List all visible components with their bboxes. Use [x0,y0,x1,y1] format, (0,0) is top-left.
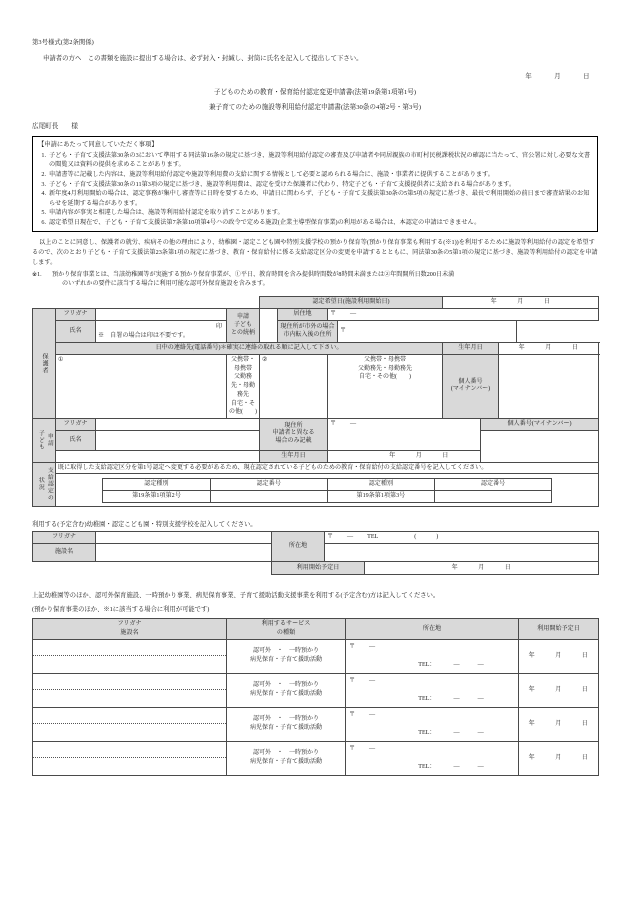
ymd-day: 日 [504,564,512,571]
service-table [32,618,599,776]
postal-mark-icon: 〒 [330,311,337,318]
postal-mark-icon: 〒 [349,745,356,752]
consent-paragraph: 以上のことに同意し、保護者の就労、疾病その他の理由により、幼稚園・認定こども園や特別支援学校の預かり保育等(預かり保育事業も利用する(※1))を利用するために施設等利用給付の認定を希望するので、次のとおり子ども・子育て支援法第23条第1項の規定に基づき、教育・保育給付に係る支給認定区分の変更を申請するとともに、同法第30条の5第1項の規定に基づき、施設等利用給付の認定を申請します。 [32,239,598,266]
consent-item-number: 2. [41,170,46,178]
child-furigana-input[interactable] [96,418,260,430]
child-current-address-label: 現住所 申請者と異なる 場合のみ記載 [260,418,328,450]
contact-1-marker: ① [58,357,64,364]
postal-mark-icon: 〒 [340,328,347,335]
tel-dash-2: — [477,662,484,669]
service-start-date[interactable] [519,673,599,707]
ymd-day: 日 [581,754,589,761]
facility-name-label: 施設名 [33,543,96,561]
consent-item [38,151,592,170]
facility-furigana-input[interactable] [96,532,272,544]
child-furigana-row [33,418,599,430]
consent-item [38,208,592,217]
ymd-month[interactable]: 月 [517,299,524,306]
consent-item-text: 新年度4月利用開始の場合は、認定事務が集中し審査等に日時を要するため、申請日に関わらず、子ども・子育て支援法第30条の5第5項の規定に基づき、最長で利用開始の前日まで審査結果のお知らせを延期する場合があります。 [49,190,590,207]
guardian-furigana-row [33,309,599,321]
ymd-year: 年 [528,686,536,693]
postal-mark-icon: 〒 [327,534,334,541]
postal-mark-icon: 〒 [349,711,356,718]
postal-mark-icon: 〒 [330,420,337,427]
child-mynumber-label: 個人番号(マイナンバー) [481,418,599,430]
consent-item-text: 子ども・子育て支援法第30条の3において準用する同法第16条の規定に基づき、施設等利用給付認定の審査及び申請者や同居親族の市町村民税課税状況の確認に当たって、官公署に対し必要な文書の閲覧又は資料の提供を求めることがあります。 [49,151,591,168]
document-title-secondary: 兼子育てのための施設等利用給付認定申請書(法第30条の4第2号・第3号) [208,104,422,112]
child-name-input-cont[interactable] [56,450,227,462]
child-spacer [227,450,260,462]
guardian-residence-input[interactable] [443,309,499,321]
consent-title: 【申請にあたって同意していただく事項】 [38,141,158,149]
facility-section-lead: 利用する(予定含む)幼稚園・認定こども園・特別支援学校を記入してください。 [32,521,257,529]
tel-dash-2: — [477,696,484,703]
main-table-wrapper [32,296,598,507]
cert-col-number-1: 認定番号 [210,479,327,491]
contact-header-label: 日中の連絡先(電話番号)＊確実に連絡の取れる順に記入して下さい。 [56,343,443,355]
submission-date-line [32,72,598,81]
service-start-date[interactable] [519,741,599,775]
guardian-name-label: 氏名 [56,321,96,343]
addressee-honorific: 様 [71,122,78,130]
tel-label: TEL： [418,696,436,703]
ymd-year: 年 [518,345,526,352]
tel-paren-open: ( [414,534,417,541]
cert-col-type-1: 認定種別 [103,479,211,491]
postal-dash: — [369,677,376,684]
child-birth-value[interactable] [328,450,481,462]
outside-address-label: 現住所が市外の場合 市内転入後の住所 [278,321,338,343]
guardian-furigana-label: フリガナ [56,309,96,321]
tel-label: TEL： [418,730,436,737]
facility-table [32,531,599,575]
approval-date-value [443,296,599,309]
service-address-input[interactable] [346,741,519,775]
tel-dash-1: — [453,764,460,771]
certification-number-table [102,478,552,503]
postal-mark-icon: 〒 [349,643,356,650]
consent-item-text: 認定希望日現在で、子ども・子育て支援法第7条第10項第4号ハの政令で定める施設(企業主導型保育事業)の利用がある場合は、本認定の申請はできません。 [49,219,481,227]
tel-label: TEL： [418,662,436,669]
contact-1-input[interactable] [56,355,227,419]
footnote-line-1: 預かり保育事業とは、当該幼稚園等が実施する預かり保育事業が、①平日、教育時間を含み提供時間数が8時間未満または②年間開所日数200日未満 [52,272,455,279]
date-year-label: 年 [525,72,533,80]
applicant-notice: 申請者の方へ この書類を施設に提出する場合は、必ず封入・封緘し、封筒に氏名を記入して提出して下さい。 [43,55,363,63]
consent-item-number: 1. [41,151,46,159]
child-current-address-input[interactable] [328,418,481,450]
service-start-date[interactable] [519,639,599,673]
tel-dash-1: — [453,696,460,703]
contact-2-options[interactable]: 父携帯・母携帯 父勤務先・母勤務先 自宅・その他( ) [328,355,443,419]
consent-item-number: 4. [41,190,46,198]
guardian-furigana-input[interactable] [96,309,227,321]
addressee [32,122,598,132]
ymd-year[interactable]: 年 [490,299,498,306]
seal-note: ※ 自署の場合は印は不要です。 [98,332,189,339]
consent-item-text: 子ども・子育て支援法第30条の11第3項の規定に基づき、施設等利用費は、認定を受けた保護者に代わり、特定子ども・子育て支援提供者に支給される場合があります。 [49,180,516,188]
facility-address-label: 所在地 [272,532,325,562]
contact-2-input[interactable] [260,355,328,419]
tel-dash-2: — [477,730,484,737]
ymd-day: 日 [581,720,589,727]
child-name-label: 氏名 [56,430,96,450]
guardian-birth-label: 生年月日 [443,343,499,355]
spacer-cell [33,561,272,574]
date-day-label: 日 [583,72,590,80]
ymd-year: 年 [528,754,536,761]
certification-note-row [33,462,599,474]
tel-dash-2: — [477,764,484,771]
ymd-month: 月 [555,754,562,761]
child-birth-label: 生年月日 [260,450,328,462]
postal-dash: — [369,711,376,718]
service-col-address: 所在地 [346,619,519,640]
service-name-input[interactable] [33,639,227,673]
spacer-cell [33,296,260,309]
guardian-mynumber-label: 個人番号 (マイナンバー) [443,355,499,419]
cert-type-1-value: 第19条第1項第2号 [103,491,211,503]
outside-address-input[interactable] [338,321,517,343]
service-section-lead-2: (預かり保育事業のほか、※1に該当する場合に利用が可能です) [32,606,210,614]
consent-item [38,218,592,227]
service-name-input[interactable] [33,741,227,775]
child-furigana-label: フリガナ [56,418,96,430]
cert-type-2-value: 第19条第1項第3号 [327,491,435,503]
facility-start-date-label: 利用開始予定日 [272,561,365,574]
postal-dash: — [350,311,357,318]
child-name-input[interactable] [96,430,260,450]
seal-mark: 印 [215,323,222,330]
ymd-month: 月 [545,345,552,352]
service-row [33,741,599,775]
consent-item-number: 5. [41,209,46,217]
postal-dash: — [350,420,357,427]
service-address-input[interactable] [346,639,519,673]
service-row [33,639,599,673]
facility-address-input-2[interactable] [325,543,599,561]
service-col-start-date: 利用開始予定日 [519,619,599,640]
postal-dash: — [347,534,354,541]
footnote-line-2: のいずれかの要件に該当する場合に利用可能な認可外保育施設を含みます。 [62,281,269,288]
consent-item-number: 6. [41,219,46,227]
ymd-day: 日 [571,345,579,352]
consent-item [38,189,592,208]
postal-mark-icon: 〒 [349,677,356,684]
consent-item-text: 申請内容が事実と相違した場合は、施設等利用給付認定を取り消すことがあります。 [49,209,284,217]
facility-name-input[interactable] [96,543,272,561]
relation-to-child-label: 申請 子ども との続柄 [227,309,260,343]
ymd-month: 月 [555,652,562,659]
tel-label: TEL [367,534,379,541]
ymd-month: 月 [555,720,562,727]
footnote-label: ※1. [32,272,42,279]
cert-number-1-input[interactable] [210,491,327,503]
form-number: 第3号様式(第2条関係) [32,39,94,46]
consent-item [38,170,592,179]
consent-item-text: 申請書等に記載した内容は、施設等利用給付認定や施設等利用費の支給に関する情報として必要と認められる場合に、施設・事業者に提供することがあります。 [49,170,494,178]
service-section-lead-1: 上記幼稚園等のほか、認可外保育施設、一時預かり事業、病児保育事業、子育て援助活動支援事業を利用する(予定含む)方は記入してください。 [32,591,440,599]
service-start-date[interactable] [519,707,599,741]
certification-section-label: 状況 支給認定の [33,462,56,506]
facility-address-input[interactable] [325,532,599,544]
facility-furigana-row [33,532,599,544]
guardian-birth-value[interactable] [499,343,599,355]
child-mynumber-input[interactable] [481,430,599,462]
guardian-postal-mark-cell [328,309,443,321]
cert-col-type-2: 認定種別 [327,479,435,491]
ymd-day: 日 [581,686,589,693]
service-address-input[interactable] [346,707,519,741]
footnote-body [52,271,598,289]
ymd-year: 年 [451,564,459,571]
contact-1-options[interactable]: 父携帯・母携帯 父勤務先・母勤務先 自宅・その他( ) [227,355,260,419]
service-row [33,673,599,707]
service-type-options[interactable]: 認可外 ・ 一時預かり 病児保育・子育て援助活動 [227,673,346,707]
facility-start-date-row [33,561,599,574]
section-gap-1 [32,507,598,520]
tel-dash-1: — [453,662,460,669]
ymd-month: 月 [478,564,485,571]
applicant-main-table [32,296,599,507]
consent-item [38,180,592,189]
service-name-input[interactable] [33,673,227,707]
guardian-section-label: 保護者 [33,309,56,418]
tel-label: TEL： [418,764,436,771]
tel-paren-close: ) [436,534,439,541]
certification-table-cell [56,474,599,507]
guardian-contact-header-row [33,343,599,355]
page-content [32,0,598,776]
certification-table-row [33,474,599,507]
guardian-residence-input-cont[interactable] [499,309,599,321]
approval-date-row [33,296,599,309]
consent-box [32,136,598,232]
facility-start-date-value[interactable] [365,561,599,574]
service-address-input[interactable] [346,673,519,707]
certification-value-row [103,491,552,503]
guardian-name-input[interactable] [96,321,227,343]
relation-to-child-input[interactable] [260,309,278,343]
postal-dash: — [369,745,376,752]
guardian-name-row [33,321,599,343]
service-col-name: フリガナ 施設名 [33,619,227,640]
ymd-year: 年 [528,720,536,727]
certification-note: 既に取得した支給認定区分を第1号認定へ変更する必要があるため、現在認定されている子どものための教育・保育給付の支給認定番号を記入してください。 [56,462,599,474]
ymd-month: 月 [555,686,562,693]
ymd-day: 日 [581,652,589,659]
service-col-type: 利用するサービス の種類 [227,619,346,640]
footnote-1 [32,271,598,289]
service-name-input[interactable] [33,707,227,741]
contact-2-marker: ② [262,357,268,364]
service-type-options[interactable]: 認可外 ・ 一時預かり 病児保育・子育て援助活動 [227,741,346,775]
facility-furigana-label: フリガナ [33,532,96,544]
ymd-year: 年 [389,452,396,459]
service-header-row [33,619,599,640]
service-row [33,707,599,741]
cert-col-number-2: 認定番号 [435,479,552,491]
consent-item-number: 3. [41,180,46,188]
guardian-mynumber-input[interactable] [499,355,599,419]
document-title-primary: 子どものための教育・保育給付認定変更申請書(法第19条第1項第1号) [213,88,417,96]
guardian-contacts-row [33,355,599,419]
certification-header-row [103,479,552,491]
service-type-options[interactable]: 認可外 ・ 一時預かり 病児保育・子育て援助活動 [227,707,346,741]
cert-number-2-input[interactable] [435,491,552,503]
addressee-name: 広尾町長 [32,122,59,130]
postal-dash: — [369,643,376,650]
ymd-month: 月 [415,452,423,459]
approval-date-label: 認定希望日(施設利用開始日) [260,296,443,309]
tel-dash-1: — [453,730,460,737]
residence-label: 居住地 [278,309,328,321]
child-section-label: 子ども 申請 [33,418,56,462]
section-gap-2 [32,575,598,591]
service-type-options[interactable]: 認可外 ・ 一時預かり 病児保育・子育て援助活動 [227,639,346,673]
date-month-label: 月 [554,72,562,80]
ymd-year: 年 [528,652,536,659]
ymd-day[interactable]: 日 [543,299,551,306]
ymd-day: 日 [442,452,449,459]
